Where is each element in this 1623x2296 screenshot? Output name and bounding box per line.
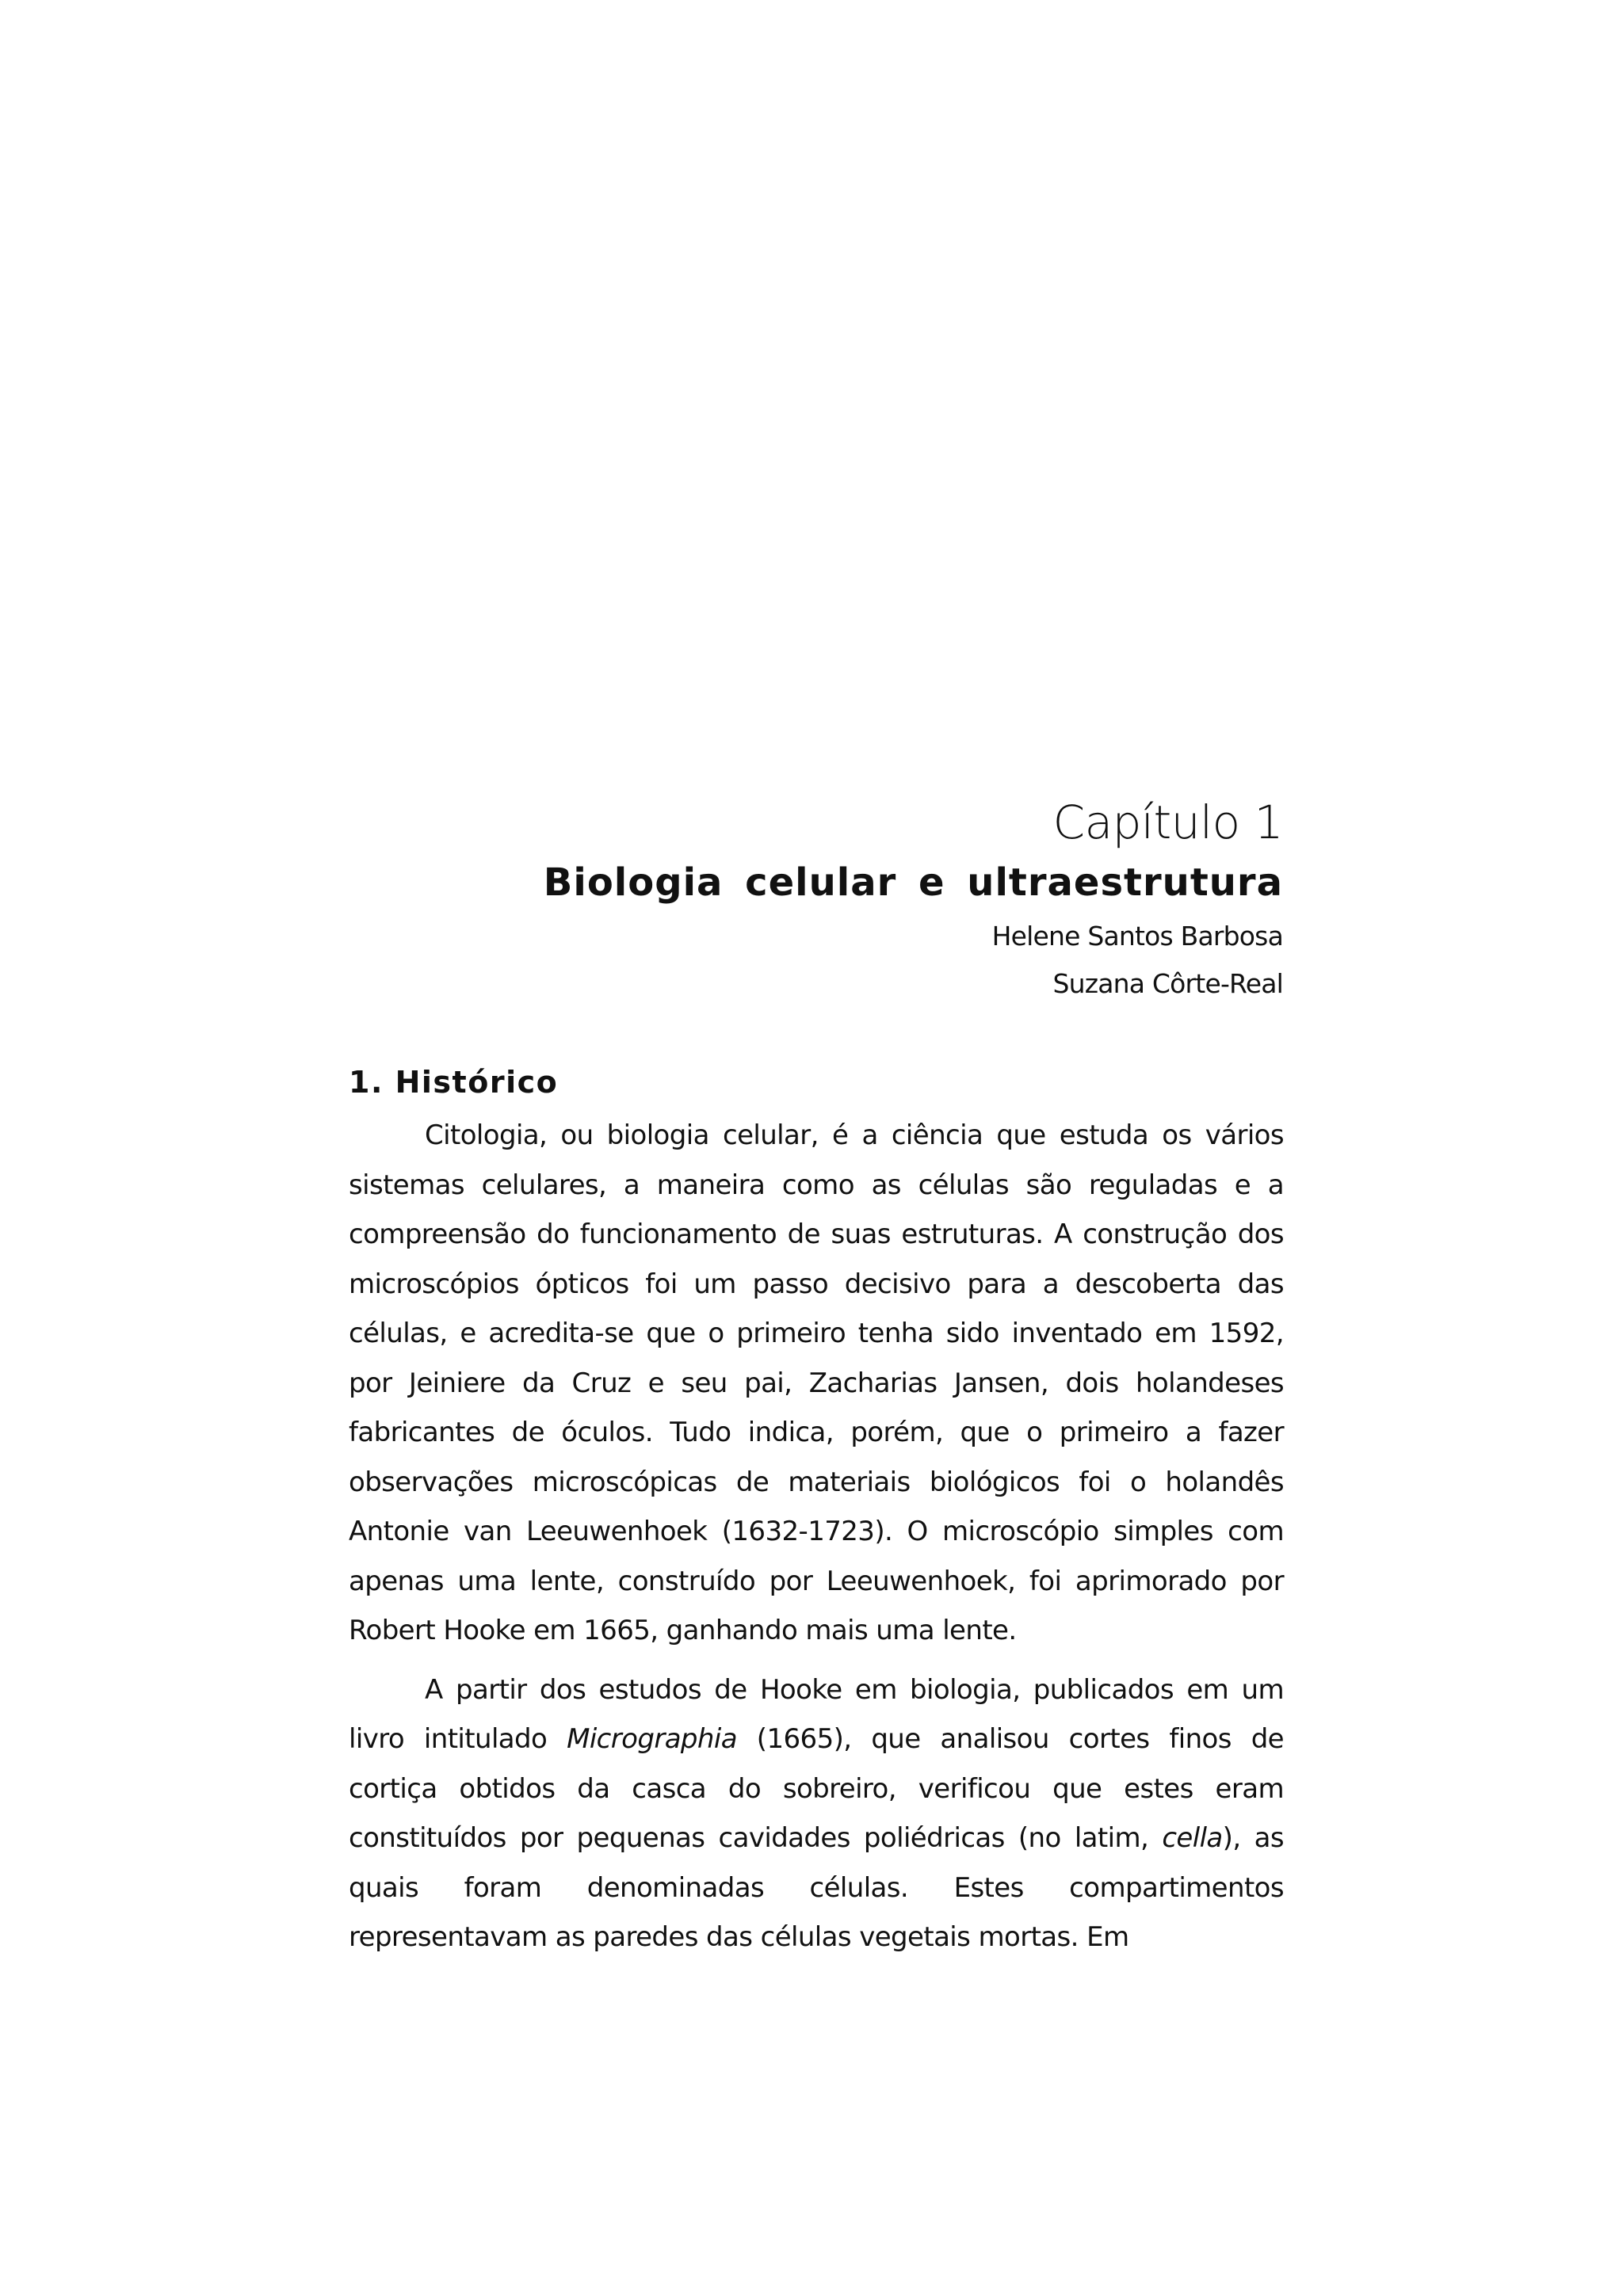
chapter-label: Capítulo 1 [1052,795,1283,849]
chapter-header [544,792,1283,1008]
paragraph-text: ), as quais foram denominadas células. Estes compartimentos representavam as paredes das células vegetais mortas. Em [349,1822,1284,1953]
author-name: Helene Santos Barbosa [991,921,1283,952]
latin-term-italic: cella [1162,1822,1223,1854]
paragraph-text: A partir dos estudos de Hooke em biologia, publicados em um livro intitulado [349,1673,1284,1755]
chapter-title: Biologia celular e ultraestrutura [543,860,1283,905]
book-title-italic: Micrographia [567,1723,737,1755]
author-name: Suzana Côrte-Real [1052,968,1283,999]
body-text [349,1060,1284,1972]
paragraph-text: (1665), que analisou cortes finos de cortiça obtidos da casca do sobreiro, verificou que estes eram constituídos por pequenas cavidades poliédricas (no latim, [349,1723,1284,1854]
paragraph: Citologia, ou biologia celular, é a ciência que estuda os vários sistemas celulares, a maneira como as células são reguladas e a compreensão do funcionamento de suas estruturas. A construção dos microscópios ópticos foi um passo decisivo para a descoberta das células, e acredita-se que o primeiro tenha sido inventado em 1592, por Jeiniere da Cruz e seu pai, Zacharias Jansen, dois holandeses fabricantes de óculos. Tudo indica, porém, que o primeiro a fazer observações microscópicas de materiais biológicos foi o holandês Antonie van Leeuwenhoek (1632-1723). O microscópio simples com apenas uma lente, construído por Leeuwenhoek, foi aprimorado por Robert Hooke em 1665, ganhando mais uma lente. [349,1119,1284,1646]
section-heading: 1. Histórico [349,1065,559,1100]
paragraph [349,1665,1284,1962]
